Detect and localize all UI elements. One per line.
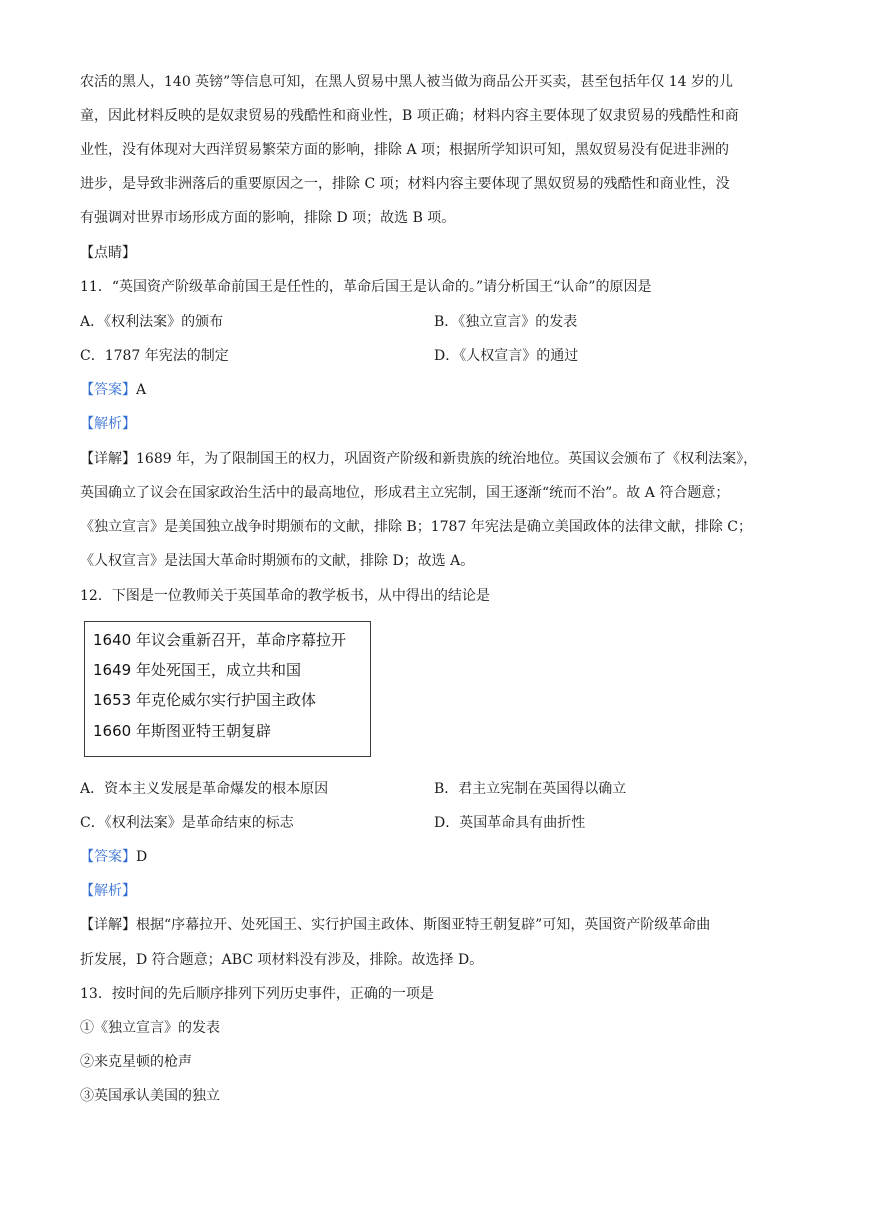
q12-option-b: B．君主立宪制在英国得以确立 [434, 781, 627, 797]
q12-option-c: C．《权利法案》是革命结束的标志 [80, 815, 294, 831]
detail-text: 1689 年，为了限制国王的权力，巩固资产阶级和新贵族的统治地位。英国议会颁布了《权利法案》， [136, 451, 758, 467]
answer-label: 【答案】 [80, 849, 136, 865]
board-line: 1649 年处死国王，成立共和国 [93, 661, 301, 679]
board-line: 1660 年斯图亚特王朝复辟 [93, 722, 271, 740]
prev-analysis-line: 童，因此材料反映的是奴隶贸易的残酷性和商业性，B 项正确；材料内容主要体现了奴隶贸易的残酷性和商 [80, 108, 739, 124]
q13-item: ③英国承认美国的独立 [80, 1088, 220, 1104]
answer-value: A [136, 382, 147, 398]
q12-answer [80, 847, 147, 867]
q12-analysis-label: 【解析】 [80, 883, 136, 899]
q11-stem: 11．“英国资产阶级革命前国王是任性的，革命后国王是认命的。”请分析国王“认命”的原因是 [80, 279, 652, 295]
detail-label: 【详解】 [80, 917, 136, 933]
q11-option-b: B．《独立宣言》的发表 [434, 314, 578, 330]
prev-analysis-line: 进步，是导致非洲落后的重要原因之一，排除 C 项；材料内容主要体现了黑奴贸易的残酷性和商业性，没 [80, 176, 730, 192]
prev-analysis-line: 有强调对世界市场形成方面的影响，排除 D 项；故选 B 项。 [80, 210, 456, 226]
q13-item: ②来克星顿的枪声 [80, 1054, 192, 1070]
point-label: 【点睛】 [80, 245, 136, 261]
q12-option-d: D．英国革命具有曲折性 [434, 815, 586, 831]
q12-stem: 12．下图是一位教师关于英国革命的教学板书，从中得出的结论是 [80, 588, 490, 604]
q11-detail-line: 英国确立了议会在国家政治生活中的最高地位，形成君主立宪制，国王逐渐“统而不治”。故 A 符合题意； [80, 485, 730, 501]
q11-option-a: A．《权利法案》的颁布 [80, 314, 224, 330]
answer-value: D [136, 849, 148, 865]
prev-analysis-line: 业性，没有体现对大西洋贸易繁荣方面的影响，排除 A 项；根据所学知识可知，黑奴贸易没有促进非洲的 [80, 142, 730, 158]
detail-text: 根据“序幕拉开、处死国王、实行护国主政体、斯图亚特王朝复辟”可知，英国资产阶级革命曲 [136, 917, 711, 933]
q11-answer [80, 380, 146, 400]
q12-option-a: A．资本主义发展是革命爆发的根本原因 [80, 781, 329, 797]
q12-detail-line [80, 915, 710, 935]
board-line: 1640 年议会重新召开，革命序幕拉开 [93, 631, 346, 649]
q13-stem: 13．按时间的先后顺序排列下列历史事件，正确的一项是 [80, 986, 434, 1002]
q12-detail-line: 折发展，D 符合题意；ABC 项材料没有涉及，排除。故选择 D。 [80, 952, 484, 968]
board-line: 1653 年克伦威尔实行护国主政体 [93, 691, 316, 709]
q11-option-d: D．《人权宣言》的通过 [434, 348, 579, 364]
q13-item: ①《独立宣言》的发表 [80, 1020, 220, 1036]
blackboard-notes-box [84, 621, 371, 757]
q11-detail-line [80, 449, 757, 469]
answer-label: 【答案】 [80, 382, 136, 398]
q11-detail-line: 《人权宣言》是法国大革命时期颁布的文献，排除 D；故选 A。 [80, 553, 475, 569]
q11-option-c: C．1787 年宪法的制定 [80, 348, 229, 364]
prev-analysis-line: 农活的黑人，140 英镑”等信息可知，在黑人贸易中黑人被当做为商品公开买卖，甚至包括年仅 14 岁的儿 [80, 74, 734, 90]
detail-label: 【详解】 [80, 451, 136, 467]
q11-detail-line: 《独立宣言》是美国独立战争时期颁布的文献，排除 B；1787 年宪法是确立美国政体的法律文献，排除 C； [80, 519, 752, 535]
q11-analysis-label: 【解析】 [80, 416, 136, 432]
